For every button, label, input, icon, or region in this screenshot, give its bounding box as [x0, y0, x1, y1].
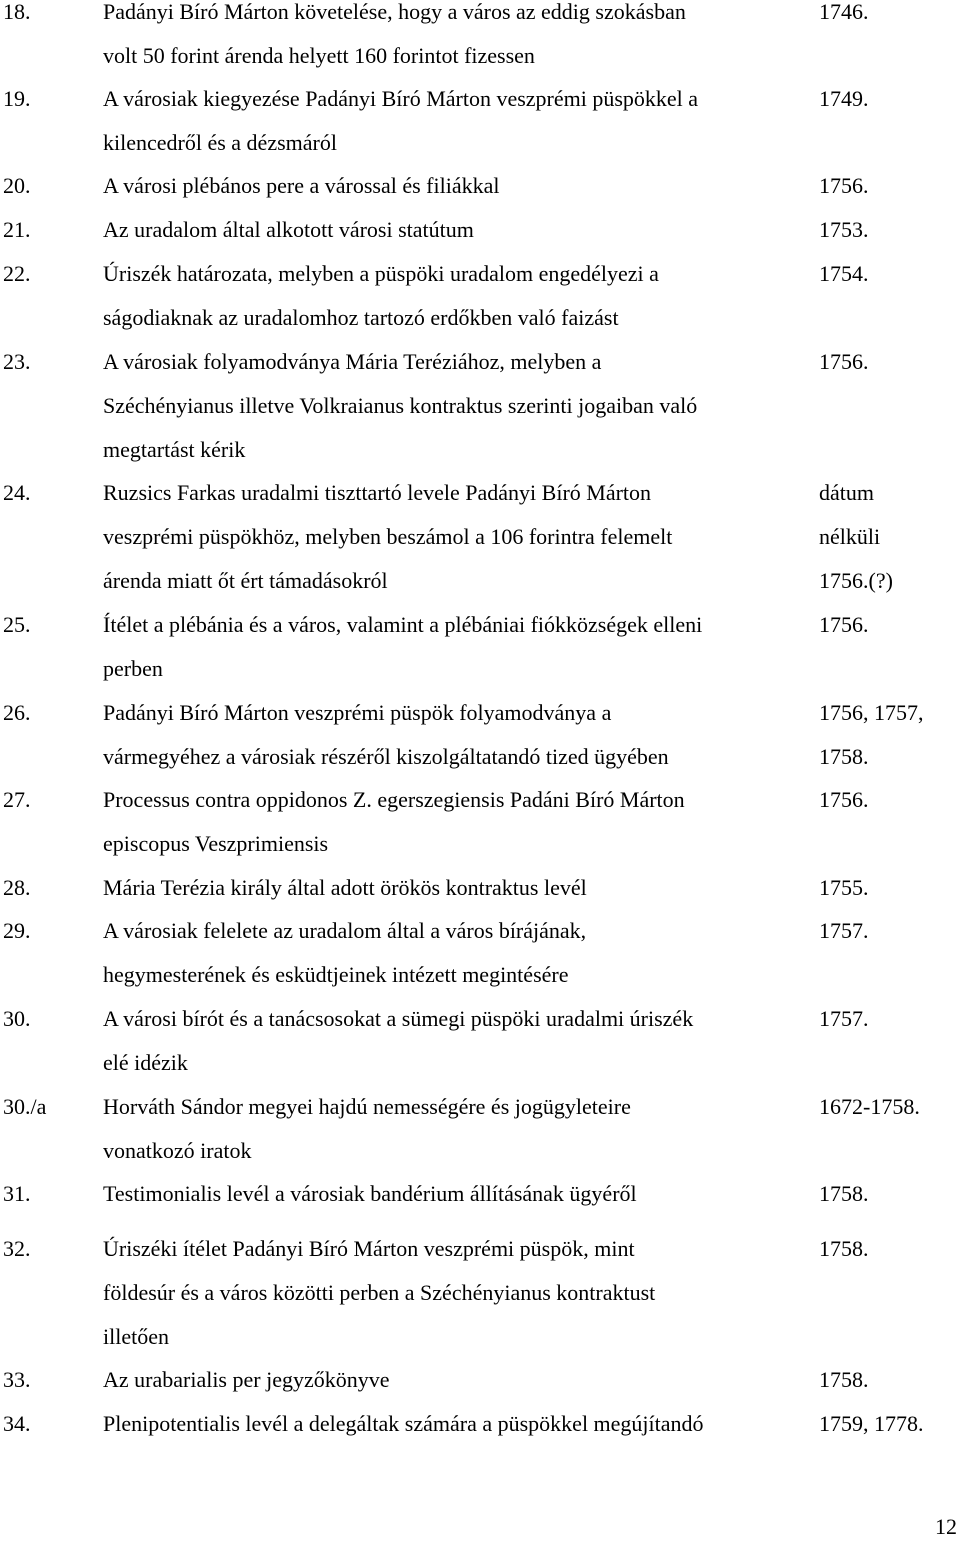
- entry-date: [819, 691, 959, 779]
- entry-line: A városi plébános pere a várossal és filiákkal: [103, 173, 500, 198]
- entry-number: 26.: [3, 700, 31, 725]
- entry-line: Úriszék határozata, melyben a püspöki uradalom engedélyezi a: [103, 261, 659, 286]
- entry-number: 20.: [3, 173, 31, 198]
- entry-line: Az urabarialis per jegyzőkönyve: [103, 1367, 390, 1392]
- entry-date: [819, 603, 959, 647]
- entry-date-line: 1756.(?): [819, 568, 893, 593]
- entry-number: 23.: [3, 349, 31, 374]
- entry-date-line: 1746.: [819, 0, 869, 24]
- entry-line: Ruzsics Farkas uradalmi tiszttartó levele Padányi Bíró Márton: [103, 480, 652, 505]
- entry-line: Széchényianus illetve Volkraianus kontraktus szerinti jogaiban való: [103, 393, 698, 418]
- entry-date-line: 1756.: [819, 173, 869, 198]
- entry-line: árenda miatt őt ért támadásokról: [103, 568, 388, 593]
- entry-number: 30./a: [3, 1094, 47, 1119]
- entry-number: 28.: [3, 875, 31, 900]
- entry-date-line: 1759, 1778.: [819, 1411, 924, 1436]
- entry-line: A városiak folyamodványa Mária Teréziához, melyben a: [103, 349, 602, 374]
- entry-date: [819, 1358, 959, 1402]
- entry-line: A városiak kiegyezése Padányi Bíró Márton veszprémi püspökkel a: [103, 86, 699, 111]
- entry-description: [103, 866, 809, 910]
- entry-date: [819, 77, 959, 121]
- entry-date-line: 1672-1758.: [819, 1094, 920, 1119]
- entry-date: [819, 340, 959, 384]
- entry-line: Plenipotentialis levél a delegáltak számára a püspökkel megújítandó: [103, 1411, 704, 1436]
- entry-description: [103, 164, 809, 208]
- entry-number: 29.: [3, 918, 31, 943]
- entry-line: veszprémi püspökhöz, melyben beszámol a 106 forintra felemelt: [103, 524, 673, 549]
- entry-description: [103, 0, 809, 78]
- entry-description: [103, 1358, 809, 1402]
- entry-date: [819, 997, 959, 1041]
- entry-description: [103, 603, 809, 691]
- page-number: 12: [935, 1514, 957, 1539]
- entry-description: [103, 909, 809, 997]
- entry-line: Padányi Bíró Márton veszprémi püspök folyamodványa a: [103, 700, 612, 725]
- entry-date: [819, 909, 959, 953]
- entry-date-line: 1756, 1757,: [819, 700, 924, 725]
- entry-line: Processus contra oppidonos Z. egerszegiensis Padáni Bíró Márton: [103, 787, 685, 812]
- entry-description: [103, 77, 809, 165]
- entry-line: Ítélet a plébánia és a város, valamint a plébániai fiókközségek elleni: [103, 612, 703, 637]
- entry-number: 25.: [3, 612, 31, 637]
- entry-number: 21.: [3, 217, 31, 242]
- entry-description: [103, 691, 809, 779]
- entry-number: 22.: [3, 261, 31, 286]
- entry-description: [103, 340, 809, 472]
- entry-date-line: 1755.: [819, 875, 869, 900]
- entry-date-line: 1756.: [819, 612, 869, 637]
- entry-date: [819, 1172, 959, 1216]
- entry-date: [819, 208, 959, 252]
- entry-date-line: 1756.: [819, 349, 869, 374]
- entry-description: [103, 1402, 809, 1446]
- entry-date-line: nélküli: [819, 524, 881, 549]
- entry-line: vonatkozó iratok: [103, 1138, 252, 1163]
- entry-line: Padányi Bíró Márton követelése, hogy a város az eddig szokásban: [103, 0, 686, 24]
- entry-number: 30.: [3, 1006, 31, 1031]
- entry-date-line: dátum: [819, 480, 874, 505]
- entry-line: megtartást kérik: [103, 437, 246, 462]
- entry-line: ságodiaknak az uradalomhoz tartozó erdőkben való faizást: [103, 305, 619, 330]
- entry-description: [103, 1085, 809, 1173]
- entry-date-line: 1756.: [819, 787, 869, 812]
- entry-description: [103, 997, 809, 1085]
- entry-description: [103, 778, 809, 866]
- entry-line: A városi bírót és a tanácsosokat a sümegi püspöki uradalmi úriszék: [103, 1006, 694, 1031]
- entry-number: 24.: [3, 480, 31, 505]
- entry-date: [819, 1085, 959, 1129]
- entry-date: [819, 778, 959, 822]
- entry-description: [103, 471, 809, 603]
- entry-date-line: 1757.: [819, 918, 869, 943]
- entry-date: [819, 1402, 959, 1446]
- entry-date-line: 1754.: [819, 261, 869, 286]
- entry-date: [819, 1227, 959, 1271]
- entry-date-line: 1758.: [819, 1236, 869, 1261]
- entry-description: [103, 252, 809, 340]
- entry-line: hegymesterének és esküdtjeinek intézett megintésére: [103, 962, 569, 987]
- entry-line: Úriszéki ítélet Padányi Bíró Márton veszprémi püspök, mint: [103, 1236, 635, 1261]
- entry-line: kilencedről és a dézsmáról: [103, 130, 337, 155]
- entry-line: földesúr és a város közötti perben a Széchényianus kontraktust: [103, 1280, 656, 1305]
- entry-number: 18.: [3, 0, 31, 24]
- entry-number: 31.: [3, 1181, 31, 1206]
- entry-date-line: 1749.: [819, 86, 869, 111]
- entry-number: 27.: [3, 787, 31, 812]
- entry-line: Mária Terézia király által adott örökös kontraktus levél: [103, 875, 587, 900]
- entry-line: episcopus Veszprimiensis: [103, 831, 329, 856]
- entry-number: 32.: [3, 1236, 31, 1261]
- entry-description: [103, 1172, 809, 1216]
- entry-date: [819, 252, 959, 296]
- entry-line: volt 50 forint árenda helyett 160 forintot fizessen: [103, 43, 535, 68]
- entry-date: [819, 471, 959, 603]
- entry-date-line: 1758.: [819, 1181, 869, 1206]
- entry-number: 19.: [3, 86, 31, 111]
- entry-number: 33.: [3, 1367, 31, 1392]
- entry-line: illetően: [103, 1324, 169, 1349]
- entry-date: [819, 866, 959, 910]
- entry-number: 34.: [3, 1411, 31, 1436]
- entry-description: [103, 1227, 809, 1359]
- entry-date: [819, 164, 959, 208]
- entry-date-line: 1753.: [819, 217, 869, 242]
- entry-line: A városiak felelete az uradalom által a város bírájának,: [103, 918, 587, 943]
- entry-description: [103, 208, 809, 252]
- entry-line: Horváth Sándor megyei hajdú nemességére és jogügyleteire: [103, 1094, 631, 1119]
- entry-date-line: 1757.: [819, 1006, 869, 1031]
- entry-line: vármegyéhez a városiak részéről kiszolgáltatandó tized ügyében: [103, 744, 669, 769]
- entry-line: elé idézik: [103, 1050, 188, 1075]
- entry-line: Testimonialis levél a városiak bandérium állításának ügyéről: [103, 1181, 637, 1206]
- entry-date: [819, 0, 959, 34]
- entry-date-line: 1758.: [819, 1367, 869, 1392]
- entry-date-line: 1758.: [819, 744, 869, 769]
- entry-line: Az uradalom által alkotott városi statútum: [103, 217, 474, 242]
- entry-line: perben: [103, 656, 163, 681]
